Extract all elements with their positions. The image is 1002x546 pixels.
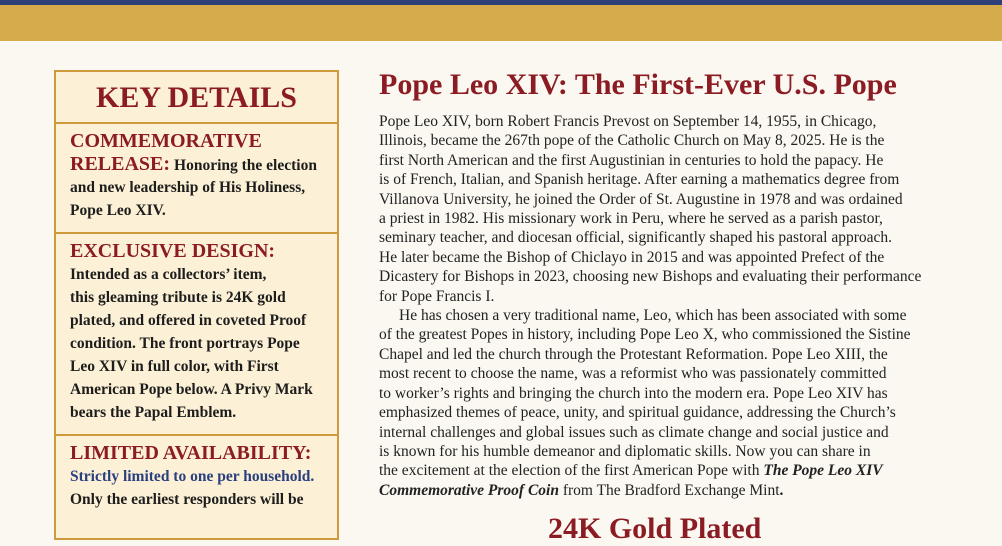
article-line: Illinois, became the 267th pope of the Catholic Church on May 8, 2025. He is the — [379, 132, 885, 150]
article-line: emphasized themes of peace, unity, and spiritual guidance, addressing the Church’s — [379, 404, 896, 422]
section-heading-cont: RELEASE: — [70, 153, 171, 175]
article-line: to worker’s rights and bringing the church into the modern era. Pope Leo XIV has — [379, 384, 888, 402]
article-line: for Pope Francis I. — [379, 287, 495, 305]
section-line: condition. The front portrays Pope — [70, 335, 300, 352]
article-line — [379, 461, 939, 480]
article-line — [379, 481, 939, 500]
section-inline-text: Honoring the election — [174, 157, 317, 174]
article-line: seminary teacher, and diocesan official, significantly shaped his pastoral approach. — [379, 229, 892, 247]
section-heading: LIMITED AVAILABILITY: — [70, 442, 312, 464]
article-line: is known for his humble demeanor and diplomatic skills. Now you can share in — [379, 442, 871, 460]
coin-name: The Pope Leo XIV — [763, 462, 883, 480]
gold-plated-heading: 24K Gold Plated — [548, 512, 762, 545]
article-line: He has chosen a very traditional name, Leo, which has been associated with some — [399, 307, 907, 325]
article-text: from The Bradford Exchange Mint — [558, 481, 780, 499]
article-body — [379, 112, 939, 500]
section-line: this gleaming tribute is 24K gold — [70, 289, 286, 306]
section-line: Only the earliest responders will be — [70, 491, 304, 508]
article-line: of the greatest Popes in history, including Pope Leo X, who commissioned the Sistine — [379, 326, 911, 344]
section-heading: COMMEMORATIVE — [70, 130, 262, 152]
article-line: He later became the Bishop of Chiclayo in 2015 and was appointed Prefect of the — [379, 248, 885, 266]
section-line: Leo XIV in full color, with First — [70, 358, 279, 375]
article-line: Pope Leo XIV, born Robert Francis Prevost on September 14, 1955, in Chicago, — [379, 113, 877, 130]
coin-name: Commemorative Proof Coin — [379, 481, 559, 499]
article-line: internal challenges and global issues such as climate change and social justice and — [379, 423, 889, 441]
limited-availability-section — [56, 436, 337, 521]
section-heading: EXCLUSIVE DESIGN: — [70, 240, 276, 262]
article-line: first North American and the first Augustinian in centuries to hold the papacy. He — [379, 151, 884, 169]
article-line: a priest in 1982. His missionary work in Peru, where he served as a parish pastor, — [379, 210, 883, 228]
article-title: Pope Leo XIV: The First-Ever U.S. Pope — [379, 68, 897, 101]
article-line: Dicastery for Bishops in 2023, choosing new Bishops and evaluating their performance — [379, 268, 922, 286]
key-details-title: KEY DETAILS — [56, 72, 337, 124]
section-line: Pope Leo XIV. — [70, 202, 166, 219]
article-column — [379, 66, 939, 500]
key-details-box — [54, 70, 339, 540]
exclusive-design-section — [56, 234, 337, 436]
section-line: Intended as a collectors’ item, — [70, 266, 267, 283]
section-line: plated, and offered in coveted Proof — [70, 312, 307, 329]
header-gold-band — [0, 5, 1002, 41]
commemorative-release-section — [56, 124, 337, 234]
closing-period: . — [779, 481, 784, 499]
article-line: most recent to choose the name, was a reformist who was passionately committed — [379, 365, 887, 383]
section-line: bears the Papal Emblem. — [70, 404, 237, 421]
article-line: Villanova University, he joined the Order of St. Augustine in 1978 and was ordained — [379, 190, 903, 208]
article-text: the excitement at the election of the first American Pope with — [379, 462, 760, 480]
section-line-highlight: Strictly limited to one per household. — [70, 468, 315, 485]
section-line: American Pope below. A Privy Mark — [70, 381, 313, 398]
article-line: Chapel and led the church through the Protestant Reformation. Pope Leo XIII, the — [379, 345, 888, 363]
section-line: and new leadership of His Holiness, — [70, 179, 306, 196]
article-line: is of French, Italian, and Spanish heritage. After earning a mathematics degree from — [379, 171, 900, 189]
